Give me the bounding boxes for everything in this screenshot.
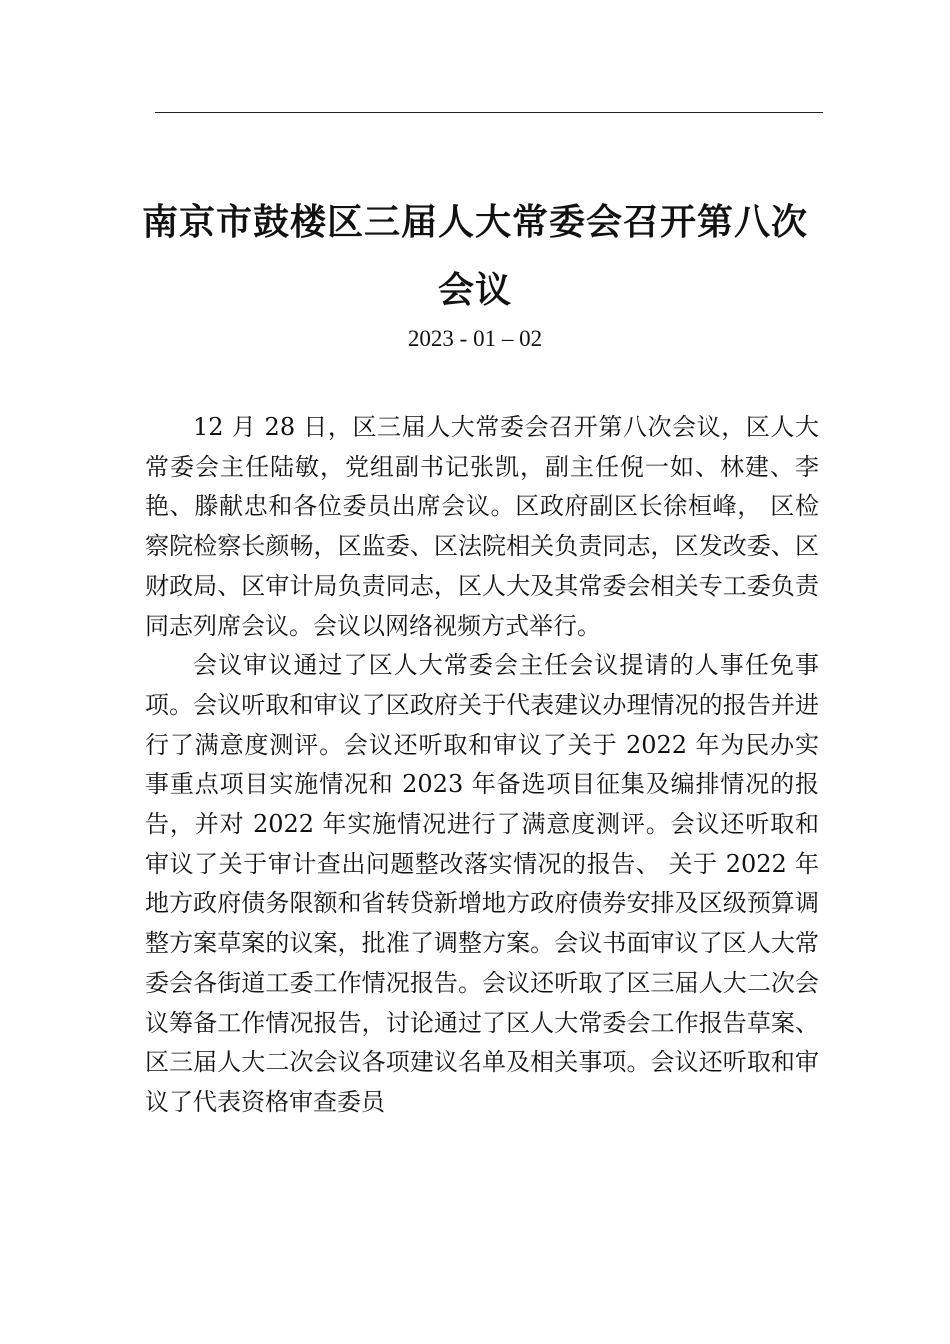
paragraph-2: 会议审议通过了区人大常委会主任会议提请的人事任免事项。会议听取和审议了区政府关于代表建议办理情况的报告并进行了满意度测评。会议还听取和审议了关于 2022 年为民办实事重点项目实施情况和 2023 年备选项目征集及编排情况的报告，并对 2022 年实施情况进行了满意度测评。会议还听取和审议了关于审计查出问题整改落实情况的报告、 关于 2022 年地方政府债务限额和省转贷新增地方政府债券安排及区级预算调整方案草案的议案，批准了调整方案。会议书面审议了区人大常委会各街道工委工作情况报告。会议还听取了区三届人大二次会议筹备工作情况报告，讨论通过了区人大常委会工作报告草案、区三届人大二次会议各项建议名单及相关事项。会议还听取和审议了代表资格审查委员 [145, 651, 819, 1116]
publish-date: 2023 - 01 – 02 [407, 326, 543, 351]
document-title: 南京市鼓楼区三届人大常委会召开第八次会议 [141, 201, 808, 311]
paragraph-1: 12 月 28 日，区三届人大常委会召开第八次会议，区人大常委会主任陆敏，党组副书记张凯，副主任倪一如、林建、李艳、滕献忠和各位委员出席会议。区政府副区长徐桓峰， 区检察院检察长颜畅，区监委、区法院相关负责同志，区发改委、区财政局、区审计局负责同志，区人大及其常委会相关专工委负责同志列席会议。会议以网络视频方式举行。 [145, 413, 819, 640]
article-body [145, 408, 819, 1123]
header-rule [155, 112, 823, 113]
